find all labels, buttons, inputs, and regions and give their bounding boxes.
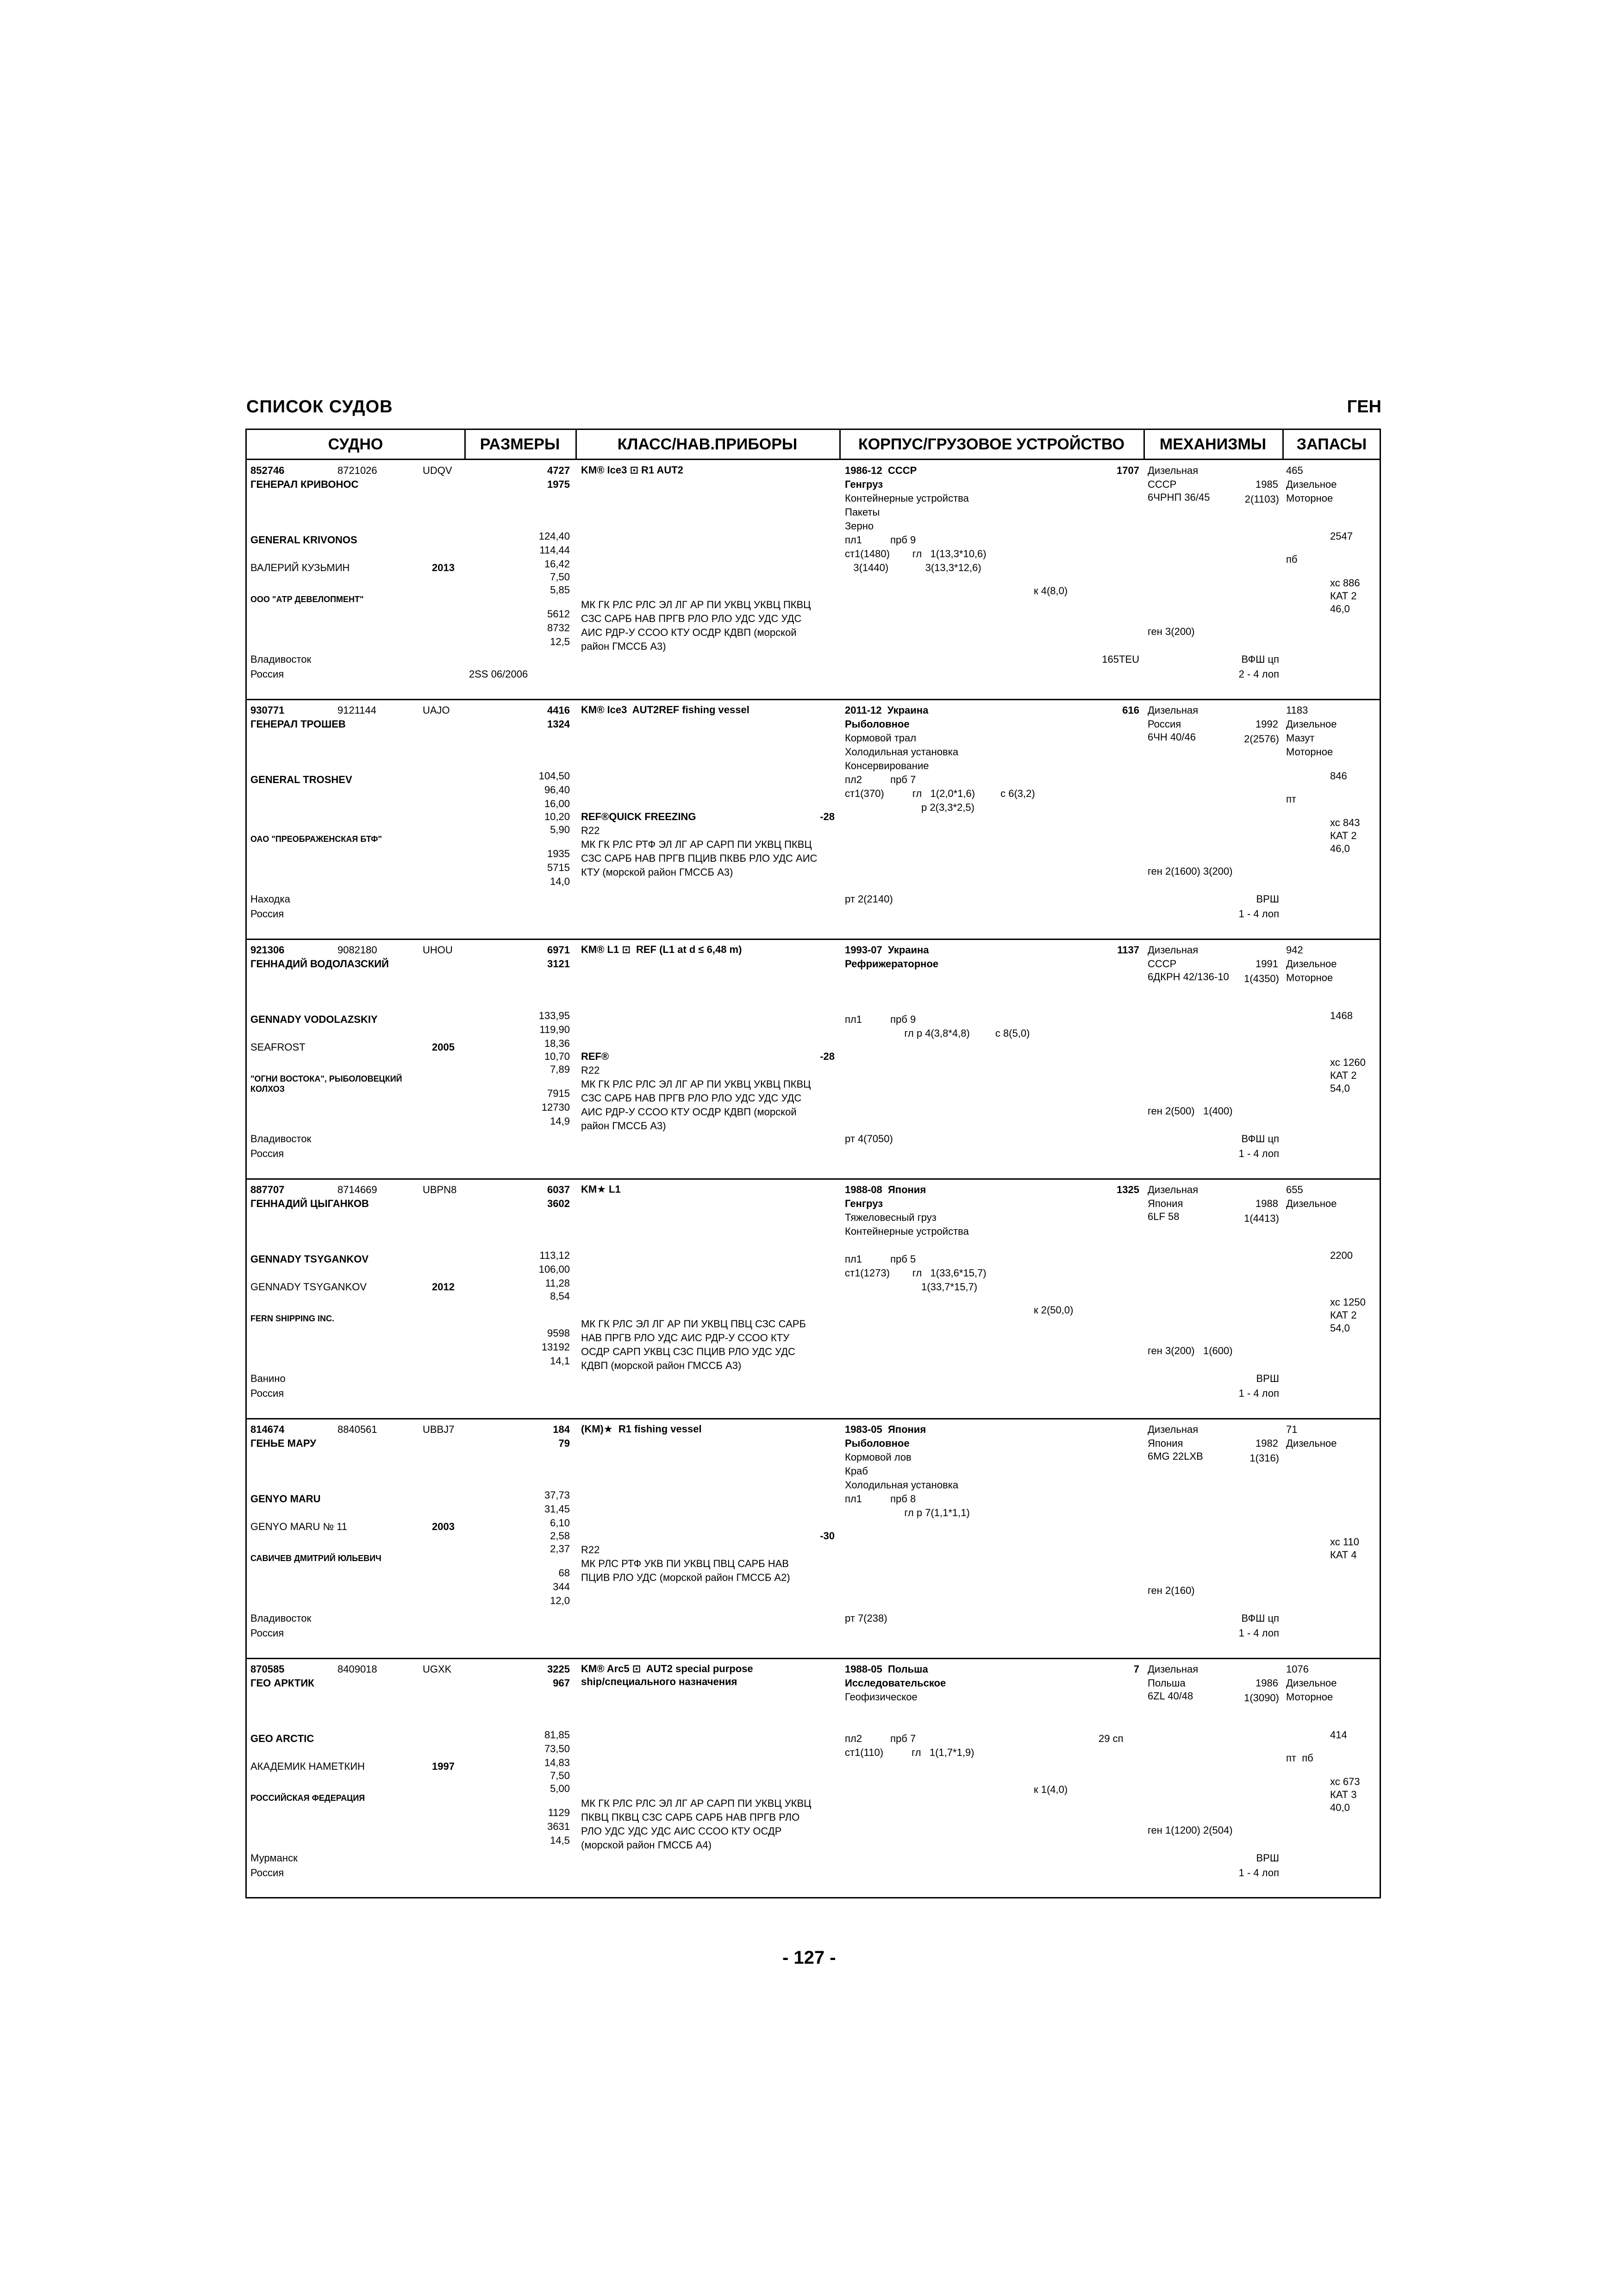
flag-country: Россия — [250, 1388, 284, 1399]
breadth: 18,36 — [544, 1038, 570, 1049]
build-number: 1137 — [1117, 944, 1139, 956]
call-sign: UAJO — [423, 704, 450, 716]
water-type: пб — [1286, 554, 1298, 565]
owner: САВИЧЕВ ДМИТРИЙ ЮЛЬЕВИЧ — [250, 1554, 381, 1563]
length-overall: 113,12 — [539, 1250, 570, 1261]
engine-power: 1(316) — [1249, 1452, 1279, 1464]
engine-model: 6ЧРНП 36/45 — [1148, 492, 1210, 503]
home-port: Мурманск — [250, 1852, 298, 1864]
renamed-year: 2012 — [432, 1281, 455, 1293]
generators: ген 1(1200) 2(504) — [1148, 1824, 1233, 1836]
deadweight: 7915 — [547, 1088, 570, 1099]
fuel-type-secondary: Мазут Моторное — [1286, 732, 1333, 758]
propeller-blades: 2 - 4 лоп — [1238, 668, 1279, 680]
vessel-type: Генгруз — [845, 479, 883, 490]
cranes: к 1(4,0) — [1034, 1784, 1068, 1795]
refrigerated-holds: рт 4(7050) — [845, 1133, 893, 1145]
nav-equipment: МК ГК РЛС РЛС ЭЛ ЛГ АР САРП ПИ УКВЦ УКВЦ ПКВЦ ПКВЦ СЗС САРБ САРБ НАВ ПРГВ РЛО РЛО УДС УДС УДС АИС ССОО КТУ ОСДР (морской район ГМССБ А4) — [581, 1798, 812, 1851]
fuel-type: Дизельное — [1286, 479, 1337, 490]
propeller: ВФШ цп — [1241, 653, 1279, 665]
owner: "ОГНИ ВОСТОКА", РЫБОЛОВЕЦКИЙ КОЛХОЗ — [250, 1074, 402, 1094]
length-pp: 73,50 — [544, 1743, 570, 1755]
vessel-type: Рыболовное — [845, 718, 910, 730]
fuel-type: Дизельное — [1286, 718, 1337, 730]
propeller-blades: 1 - 4 лоп — [1238, 1867, 1279, 1879]
length-overall: 124,40 — [538, 530, 570, 542]
generators: ген 2(500) 1(400) — [1148, 1105, 1233, 1117]
class-notation: KM® Arc5 ⊡ AUT2 special purpose ship/специального назначения — [581, 1663, 753, 1687]
refrigerant: R22 — [581, 1064, 600, 1076]
refrigerated-holds: рт 2(2140) — [845, 893, 893, 905]
fuel-type: Дизельное — [1286, 1677, 1337, 1689]
fuel-amount: 1183 — [1286, 704, 1308, 716]
breadth: 6,10 — [550, 1517, 570, 1529]
home-port: Владивосток — [250, 1133, 312, 1145]
fuel-amount: 655 — [1286, 1184, 1303, 1195]
registry-number: 921306 — [250, 944, 285, 956]
generators: ген 3(200) 1(600) — [1148, 1345, 1233, 1356]
built-date-country: 1986-12 СССР — [845, 465, 917, 476]
class-notation: KM® L1 ⊡ REF (L1 at d ≤ 6,48 m) — [581, 944, 742, 955]
build-number: 1325 — [1117, 1184, 1139, 1195]
generators: ген 2(160) — [1148, 1585, 1195, 1596]
propeller-blades: 1 - 4 лоп — [1238, 1388, 1279, 1399]
supply-code: хс 886 КАТ 2 46,0 — [1330, 577, 1360, 615]
imo-number: 9082180 — [337, 944, 377, 956]
ship-name-latin: GENYO MARU — [250, 1493, 321, 1505]
engine-power: 2(2576) — [1244, 733, 1279, 745]
ship-name-latin: GENERAL TROSHEV — [250, 774, 352, 785]
engine-year: 1988 — [1255, 1198, 1278, 1209]
flag-country: Россия — [250, 1148, 284, 1159]
operations: Кормовой лов Краб Холодильная установка — [845, 1451, 959, 1491]
ship-name-latin: GENNADY TSYGANKOV — [250, 1253, 369, 1265]
class-notation: KM® Ice3 AUT2REF fishing vessel — [581, 704, 750, 716]
class-extra: REF® — [581, 1051, 609, 1062]
engine-model: 6ДКРН 42/136-10 — [1148, 971, 1229, 983]
gross-tonnage: 3225 — [547, 1663, 570, 1675]
fuel-type-secondary: Моторное — [1286, 1691, 1333, 1703]
engine-country: Япония — [1148, 1437, 1183, 1449]
section-label: ГЕН — [1347, 397, 1381, 417]
gross-tonnage: 4727 — [547, 465, 570, 476]
engine-model: 6ZL 40/48 — [1148, 1690, 1193, 1702]
water-amount: 846 — [1330, 770, 1347, 782]
owner: РОССИЙСКАЯ ФЕДЕРАЦИЯ — [250, 1793, 365, 1803]
displacement: 344 — [553, 1581, 570, 1593]
page-title: СПИСОК СУДОВ — [246, 397, 393, 417]
imo-number: 8714669 — [337, 1184, 377, 1195]
engine-type: Дизельная — [1148, 944, 1199, 956]
deadweight: 1129 — [548, 1807, 570, 1818]
class-notation: KM® Ice3 ⊡ R1 AUT2 — [581, 464, 683, 476]
nav-equipment: МК РЛС РТФ УКВ ПИ УКВЦ ПВЦ САРБ НАВ ПЦИВ РЛО УДС (морской район ГМССБ А2) — [581, 1558, 790, 1583]
class-notation: (KM)★ R1 fishing vessel — [581, 1423, 702, 1435]
class-extra: REF®QUICK FREEZING — [581, 811, 696, 822]
ship-name: ГЕО АРКТИК — [250, 1677, 314, 1689]
ship-name: ГЕНЕРАЛ КРИВОНОС — [250, 479, 359, 490]
speed: 14,9 — [550, 1115, 570, 1127]
imo-number: 8840561 — [337, 1424, 377, 1435]
home-port: Ванино — [250, 1373, 286, 1384]
ship-record — [247, 460, 1380, 699]
holds-hatches: пл1 прб 8 гл р 7(1,1*1,1) — [845, 1493, 970, 1518]
gross-tonnage: 4416 — [547, 704, 570, 716]
engine-year: 1982 — [1255, 1437, 1278, 1449]
length-pp: 96,40 — [544, 784, 570, 796]
engine-year: 1992 — [1255, 718, 1278, 730]
net-tonnage: 967 — [553, 1677, 570, 1689]
net-tonnage: 1324 — [547, 718, 570, 730]
refrigerant: R22 — [581, 825, 600, 836]
holds-hatches: пл2 прб 7 ст1(370) гл 1(2,0*1,6) с 6(3,2) р 2(3,3*2,5) — [845, 774, 1035, 813]
previous-name: SEAFROST — [250, 1041, 306, 1053]
ship-name-latin: GENNADY VODOLAZSKIY — [250, 1014, 378, 1025]
length-pp: 114,44 — [539, 544, 570, 556]
engine-power: 1(4350) — [1244, 973, 1279, 984]
ship-record — [247, 1179, 1380, 1418]
column-header-machinery: МЕХАНИЗМЫ — [1159, 436, 1267, 453]
operations: Геофизическое — [845, 1691, 918, 1703]
length-overall: 37,73 — [544, 1489, 570, 1501]
home-port: Находка — [250, 893, 290, 905]
registry-number: 814674 — [250, 1424, 285, 1435]
engine-country: Япония — [1148, 1198, 1183, 1209]
engine-country: Россия — [1148, 718, 1181, 730]
gross-tonnage: 6037 — [547, 1184, 570, 1195]
previous-name: ВАЛЕРИЙ КУЗЬМИН — [250, 562, 350, 573]
fuel-amount: 942 — [1286, 944, 1303, 956]
engine-power: 1(4413) — [1244, 1213, 1279, 1224]
engine-model: 6ЧН 40/46 — [1148, 731, 1196, 743]
ship-register-table — [245, 429, 1381, 1898]
hull-remark: 29 сп — [1099, 1733, 1124, 1744]
fuel-type: Дизельное — [1286, 1198, 1337, 1209]
operations: Тяжеловесный груз Контейнерные устройства — [845, 1212, 969, 1237]
holds-hatches: пл1 прб 5 ст1(1273) гл 1(33,6*15,7) 1(33,7*15,7) — [845, 1253, 987, 1293]
depth: 8,54 — [550, 1290, 570, 1302]
holds-hatches: пл1 прб 9 ст1(1480) гл 1(13,3*10,6) 3(1440) 3(13,3*12,6) — [845, 534, 987, 573]
operations: Контейнерные устройства Пакеты Зерно — [845, 492, 969, 532]
supply-code: хс 1260 КАТ 2 54,0 — [1330, 1057, 1366, 1094]
water-type: пт пб — [1286, 1752, 1313, 1764]
fuel-amount: 1076 — [1286, 1663, 1309, 1675]
holds-hatches: пл2 прб 7 ст1(110) гл 1(1,7*1,9) — [845, 1733, 974, 1758]
vessel-type: Исследовательское — [845, 1677, 946, 1689]
renamed-year: 2013 — [432, 562, 455, 573]
deadweight: 68 — [558, 1567, 570, 1579]
engine-model: 6MG 22LXB — [1148, 1450, 1203, 1462]
refrigerated-holds: рт 7(238) — [845, 1612, 887, 1624]
generators: ген 2(1600) 3(200) — [1148, 865, 1233, 877]
supply-code: хс 673 КАТ 3 40,0 — [1330, 1776, 1360, 1813]
net-tonnage: 3602 — [547, 1198, 570, 1209]
column-header-hull: КОРПУС/ГРУЗОВОЕ УСТРОЙСТВО — [858, 436, 1125, 453]
draught: 2,37 — [550, 1543, 570, 1555]
gross-tonnage: 184 — [553, 1424, 570, 1435]
speed: 12,0 — [550, 1595, 570, 1606]
propeller-blades: 1 - 4 лоп — [1238, 1148, 1279, 1159]
cranes: к 4(8,0) — [1034, 585, 1068, 597]
home-port: Владивосток — [250, 1612, 312, 1624]
previous-name: АКАДЕМИК НАМЕТКИН — [250, 1761, 365, 1772]
engine-type: Дизельная — [1148, 1424, 1199, 1435]
column-header-dimensions: РАЗМЕРЫ — [480, 436, 560, 453]
displacement: 8732 — [547, 622, 570, 634]
imo-number: 8721026 — [337, 465, 377, 476]
fuel-type-secondary: Моторное — [1286, 972, 1333, 983]
net-tonnage: 3121 — [547, 958, 570, 970]
page-number: - 127 - — [782, 1948, 836, 1968]
length-pp: 106,00 — [538, 1263, 570, 1275]
ship-name: ГЕННАДИЙ ВОДОЛАЗСКИЙ — [250, 958, 389, 970]
draught: 5,85 — [550, 584, 570, 596]
flag-country: Россия — [250, 1627, 284, 1639]
fuel-type: Дизельное — [1286, 1437, 1337, 1449]
registry-number: 852746 — [250, 465, 285, 476]
water-amount: 414 — [1330, 1729, 1347, 1741]
nav-equipment: МК ГК РЛС РТФ ЭЛ ЛГ АР САРП ПИ УКВЦ ПКВЦ СЗС САРБ НАВ ПРГВ ПЦИВ ПКВБ РЛО УДС АИС КТУ (морской район ГМССБ А3) — [581, 839, 818, 878]
build-number: 1707 — [1117, 465, 1139, 476]
flag-country: Россия — [250, 1867, 284, 1879]
deadweight: 9598 — [547, 1327, 570, 1339]
nav-equipment: МК ГК РЛС ЭЛ ЛГ АР ПИ УКВЦ ПВЦ СЗС САРБ НАВ ПРГВ РЛО УДС АИС РДР-У ССОО КТУ ОСДР САРП УКВЦ СЗС ПЦИВ РЛО УДС УДС КДВП (морской район ГМССБ А3) — [581, 1318, 806, 1371]
ship-name: ГЕННАДИЙ ЦЫГАНКОВ — [250, 1198, 369, 1209]
propeller: ВРШ — [1256, 1373, 1279, 1384]
survey-date: 2SS 06/2006 — [469, 668, 528, 680]
cranes: к 2(50,0) — [1034, 1304, 1074, 1316]
water-amount: 1468 — [1330, 1010, 1353, 1021]
owner: FERN SHIPPING INC. — [250, 1314, 335, 1323]
propeller-blades: 1 - 4 лоп — [1238, 908, 1279, 920]
ship-record — [247, 1659, 1380, 1898]
ship-record — [247, 940, 1380, 1178]
draught: 7,89 — [550, 1064, 570, 1075]
breadth: 16,00 — [544, 798, 570, 809]
owner: ОАО "ПРЕОБРАЖЕНСКАЯ БТФ" — [250, 834, 382, 844]
refrigeration-temp: -30 — [820, 1530, 835, 1542]
propeller: ВФШ цп — [1241, 1133, 1279, 1145]
vessel-type: Рыболовное — [845, 1437, 910, 1449]
depth: 10,70 — [544, 1051, 570, 1062]
renamed-year: 2003 — [432, 1521, 455, 1532]
class-notation: KM★ L1 — [581, 1183, 621, 1195]
length-overall: 104,50 — [538, 770, 570, 782]
breadth: 16,42 — [544, 558, 570, 570]
depth: 7,50 — [550, 571, 570, 583]
length-pp: 31,45 — [544, 1503, 570, 1515]
net-tonnage: 79 — [558, 1437, 570, 1449]
engine-year: 1986 — [1255, 1677, 1278, 1689]
length-pp: 119,90 — [539, 1024, 570, 1035]
water-amount: 2547 — [1330, 530, 1353, 542]
draught: 5,90 — [550, 824, 570, 835]
gross-tonnage: 6971 — [547, 944, 570, 956]
displacement: 12730 — [541, 1101, 570, 1113]
engine-country: Польша — [1148, 1677, 1186, 1689]
build-number: 7 — [1133, 1663, 1139, 1675]
renamed-year: 2005 — [432, 1041, 455, 1053]
engine-type: Дизельная — [1148, 465, 1199, 476]
net-tonnage: 1975 — [547, 479, 570, 490]
renamed-year: 1997 — [432, 1761, 455, 1772]
refrigeration-temp: -28 — [820, 811, 835, 822]
supply-code: хс 1250 КАТ 2 54,0 — [1330, 1296, 1366, 1334]
deadweight: 5612 — [547, 608, 570, 620]
call-sign: UGXK — [423, 1663, 452, 1675]
owner: ООО "АТР ДЕВЕЛОПМЕНТ" — [250, 595, 364, 604]
ship-name: ГЕНЕРАЛ ТРОШЕВ — [250, 718, 346, 730]
fuel-amount: 465 — [1286, 465, 1303, 476]
displacement: 3631 — [547, 1821, 570, 1832]
imo-number: 8409018 — [337, 1663, 377, 1675]
nav-equipment: МК ГК РЛС РЛС ЭЛ ЛГ АР ПИ УКВЦ УКВЦ ПКВЦ СЗС САРБ НАВ ПРГВ РЛО РЛО УДС УДС УДС АИС РДР-У ССОО КТУ ОСДР КДВП (морской район ГМССБ А3) — [581, 599, 811, 652]
refrigeration-temp: -28 — [820, 1051, 835, 1062]
engine-model: 6LF 58 — [1148, 1211, 1180, 1222]
engine-year: 1991 — [1255, 958, 1278, 970]
length-overall: 133,95 — [538, 1010, 570, 1021]
engine-country: СССР — [1148, 958, 1177, 970]
breadth: 14,83 — [544, 1757, 570, 1768]
registry-number: 870585 — [250, 1663, 285, 1675]
generators: ген 3(200) — [1148, 626, 1195, 637]
column-header-supplies: ЗАПАСЫ — [1296, 436, 1367, 453]
column-header-ship: СУДНО — [328, 436, 383, 453]
length-overall: 81,85 — [544, 1729, 570, 1741]
ship-record — [247, 1419, 1380, 1658]
built-date-country: 1988-05 Польша — [845, 1663, 928, 1675]
engine-type: Дизельная — [1148, 1184, 1199, 1195]
vessel-type: Генгруз — [845, 1198, 883, 1209]
water-amount: 2200 — [1330, 1250, 1353, 1261]
flag-country: Россия — [250, 668, 284, 680]
engine-country: СССР — [1148, 479, 1177, 490]
flag-country: Россия — [250, 908, 284, 920]
built-date-country: 1993-07 Украина — [845, 944, 929, 956]
supply-code: хс 843 КАТ 2 46,0 — [1330, 817, 1360, 854]
speed: 14,0 — [550, 876, 570, 887]
supply-code: хс 110 КАТ 4 — [1330, 1536, 1359, 1561]
registry-number: 887707 — [250, 1184, 285, 1195]
operations: Кормовой трал Холодильная установка Консервирование — [845, 732, 959, 772]
speed: 12,5 — [550, 636, 570, 647]
column-header-class: КЛАСС/НАВ.ПРИБОРЫ — [617, 436, 798, 453]
ship-name-latin: GENERAL KRIVONOS — [250, 534, 357, 546]
call-sign: UHOU — [423, 944, 453, 956]
call-sign: UBPN8 — [423, 1184, 457, 1195]
engine-type: Дизельная — [1148, 1663, 1199, 1675]
call-sign: UDQV — [423, 465, 452, 476]
propeller: ВРШ — [1256, 1852, 1279, 1864]
registry-number: 930771 — [250, 704, 285, 716]
ship-name-latin: GEO ARCTIC — [250, 1733, 314, 1744]
refrigerant: R22 — [581, 1544, 600, 1556]
draught: 5,00 — [550, 1783, 570, 1794]
displacement: 13192 — [541, 1341, 570, 1353]
previous-name: GENNADY TSYGANKOV — [250, 1281, 367, 1293]
displacement: 5715 — [547, 862, 570, 873]
previous-name: GENYO MARU № 11 — [250, 1521, 348, 1532]
depth: 7,50 — [550, 1770, 570, 1781]
imo-number: 9121144 — [337, 704, 377, 716]
built-date-country: 1983-05 Япония — [845, 1424, 926, 1435]
speed: 14,1 — [550, 1355, 570, 1367]
breadth: 11,28 — [545, 1277, 570, 1289]
speed: 14,5 — [550, 1835, 570, 1846]
deadweight: 1935 — [547, 848, 570, 859]
fuel-amount: 71 — [1286, 1424, 1298, 1435]
water-type: пт — [1286, 793, 1296, 805]
engine-year: 1985 — [1255, 479, 1278, 490]
propeller-blades: 1 - 4 лоп — [1238, 1627, 1279, 1639]
engine-type: Дизельная — [1148, 704, 1199, 716]
engine-power: 1(3090) — [1244, 1692, 1279, 1704]
propeller: ВРШ — [1256, 893, 1279, 905]
home-port: Владивосток — [250, 653, 312, 665]
nav-equipment: МК ГК РЛС РЛС ЭЛ ЛГ АР ПИ УКВЦ УКВЦ ПКВЦ СЗС САРБ НАВ ПРГВ РЛО РЛО УДС УДС УДС АИС РДР-У ССОО КТУ ОСДР КДВП (морской район ГМССБ А3) — [581, 1078, 811, 1132]
propeller: ВФШ цп — [1241, 1612, 1279, 1624]
built-date-country: 2011-12 Украина — [845, 704, 929, 716]
call-sign: UBBJ7 — [423, 1424, 455, 1435]
container-capacity: 165TEU — [1102, 653, 1139, 665]
depth: 10,20 — [544, 811, 570, 822]
fuel-type-secondary: Моторное — [1286, 492, 1333, 504]
holds-hatches: пл1 прб 9 гл р 4(3,8*4,8) с 8(5,0) — [845, 1014, 1030, 1039]
engine-power: 2(1103) — [1244, 493, 1279, 505]
ship-record — [247, 700, 1380, 939]
vessel-type: Рефрижераторное — [845, 958, 939, 970]
ship-name: ГЕНЬЕ МАРУ — [250, 1437, 316, 1449]
build-number: 616 — [1122, 704, 1139, 716]
built-date-country: 1988-08 Япония — [845, 1184, 926, 1195]
fuel-type: Дизельное — [1286, 958, 1337, 970]
depth: 2,58 — [550, 1530, 570, 1542]
